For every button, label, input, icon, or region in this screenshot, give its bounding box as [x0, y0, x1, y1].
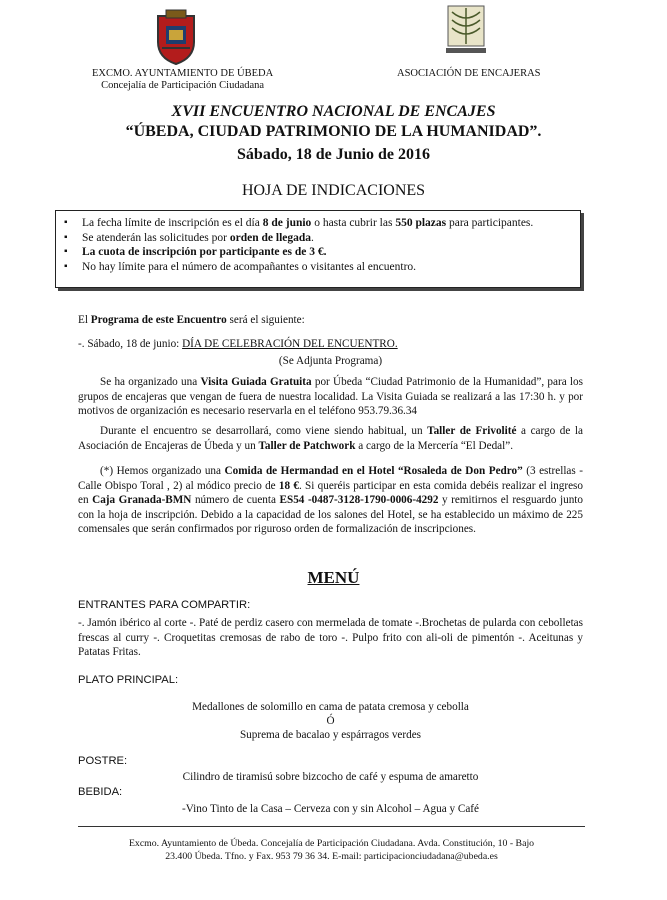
workshops-paragraph: Durante el encuentro se desarrollará, como viene siendo habitual, un Taller de Frivolité a cargo de la Asociación de Encajeras de Úbeda y un Taller de Patchwork a cargo de la Mercería “El Dedal”. — [78, 425, 583, 452]
main-course-heading: PLATO PRINCIPAL: — [78, 674, 179, 686]
footer-contact: 23.400 Úbeda. Tfno. y Fax. 953 79 36 34. E-mail: participacionciudadana@ubeda.es — [165, 851, 498, 862]
program-intro: El Programa de este Encuentro será el siguiente: — [78, 314, 305, 326]
lacemakers-association-logo — [438, 4, 494, 64]
menu-title: MENÚ — [307, 568, 360, 587]
dessert-item: Cilindro de tiramisú sobre bizcocho de café y espuma de amaretto — [182, 771, 479, 783]
program-day: -. Sábado, 18 de junio: DÍA DE CELEBRACIÓN DEL ENCUENTRO. — [78, 338, 398, 350]
bullet-order: ▪ Se atenderán las solicitudes por orden de llegada. — [74, 231, 580, 246]
main-course-option-2: Suprema de bacalao y espárragos verdes — [239, 729, 422, 741]
drinks-heading: BEBIDA: — [78, 786, 123, 798]
event-subtitle: “ÚBEDA, CIUDAD PATRIMONIO DE LA HUMANIDAD”. — [125, 123, 542, 140]
starters-list: -. Jamón ibérico al corte -. Paté de perdiz casero con mermelada de tomate -.Brochetas de pularda con cebolletas frescas al curry -. Croquetitas cremosas de rabo de toro -. Pulpo frito con ali-oli de pimentón -. Aceitunas y Patatas Fritas. — [78, 617, 583, 659]
city-crest-logo — [152, 8, 200, 66]
program-attached: (Se Adjunta Programa) — [278, 355, 383, 367]
event-title: XVII ENCUENTRO NACIONAL DE ENCAJES — [171, 103, 496, 120]
bullet-deadline: ▪ La fecha límite de inscripción es el día 8 de junio o hasta cubrir las 550 plazas para participantes. — [74, 216, 580, 231]
footer-address: Excmo. Ayuntamiento de Úbeda. Concejalía de Participación Ciudadana. Avda. Constitución, 10 - Bajo 23.400 Úbeda. Tfno. y Fax. 953 79 36 34. E-mail: participacionciudadana@ubeda.es — [78, 837, 585, 863]
bullet-fee: ▪ La cuota de inscripción por participante es de 3 €. — [74, 245, 580, 260]
association-header: ASOCIACIÓN DE ENCAJERAS — [397, 68, 541, 79]
drinks-item: -Vino Tinto de la Casa – Cerveza con y sin Alcohol – Agua y Café — [182, 803, 479, 815]
sheet-title: HOJA DE INDICACIONES — [241, 182, 426, 199]
footer-divider — [78, 826, 585, 827]
main-course-option-1: Medallones de solomillo en cama de patata cremosa y cebolla — [192, 701, 469, 713]
event-date: Sábado, 18 de Junio de 2016 — [237, 146, 430, 163]
starters-heading: ENTRANTES PARA COMPARTIR: — [78, 599, 251, 611]
meal-paragraph: (*) Hemos organizado una Comida de Hermandad en el Hotel “Rosaleda de Don Pedro” (3 estrellas - Calle Obispo Toral , 2) al módico precio de 18 €. Si queréis participar en esta comida debéis realizar el ingreso en Caja Granada-BMN número de cuenta ES54 -0487-3128-1790-0006-4292 y remitirnos el resguardo junto con la hoja de inscripción. Debido a la capacidad de los salones del Hotel, se ha establecido un máximo de 225 comensales que serán confirmados por riguroso orden de formalización de inscripciones. — [78, 465, 584, 536]
main-course-or: Ó — [326, 715, 335, 727]
dessert-heading: POSTRE: — [78, 755, 128, 767]
city-council-header: EXCMO. AYUNTAMIENTO DE ÚBEDA Concejalía de Participación Ciudadana — [92, 68, 274, 91]
info-box — [55, 210, 581, 288]
bullet-companions: ▪ No hay límite para el número de acompañantes o visitantes al encuentro. — [74, 260, 580, 275]
guided-visit-paragraph: Se ha organizado una Visita Guiada Gratuita por Úbeda “Ciudad Patrimonio de la Humanidad”, para los grupos de encajeras que vengan de fuera de nuestra localidad. La Visita Guiada se realizará a las 17:30 h. y por motivos de organización es necesario reservarla en el teléfono 953.79.36.34 — [78, 376, 583, 418]
